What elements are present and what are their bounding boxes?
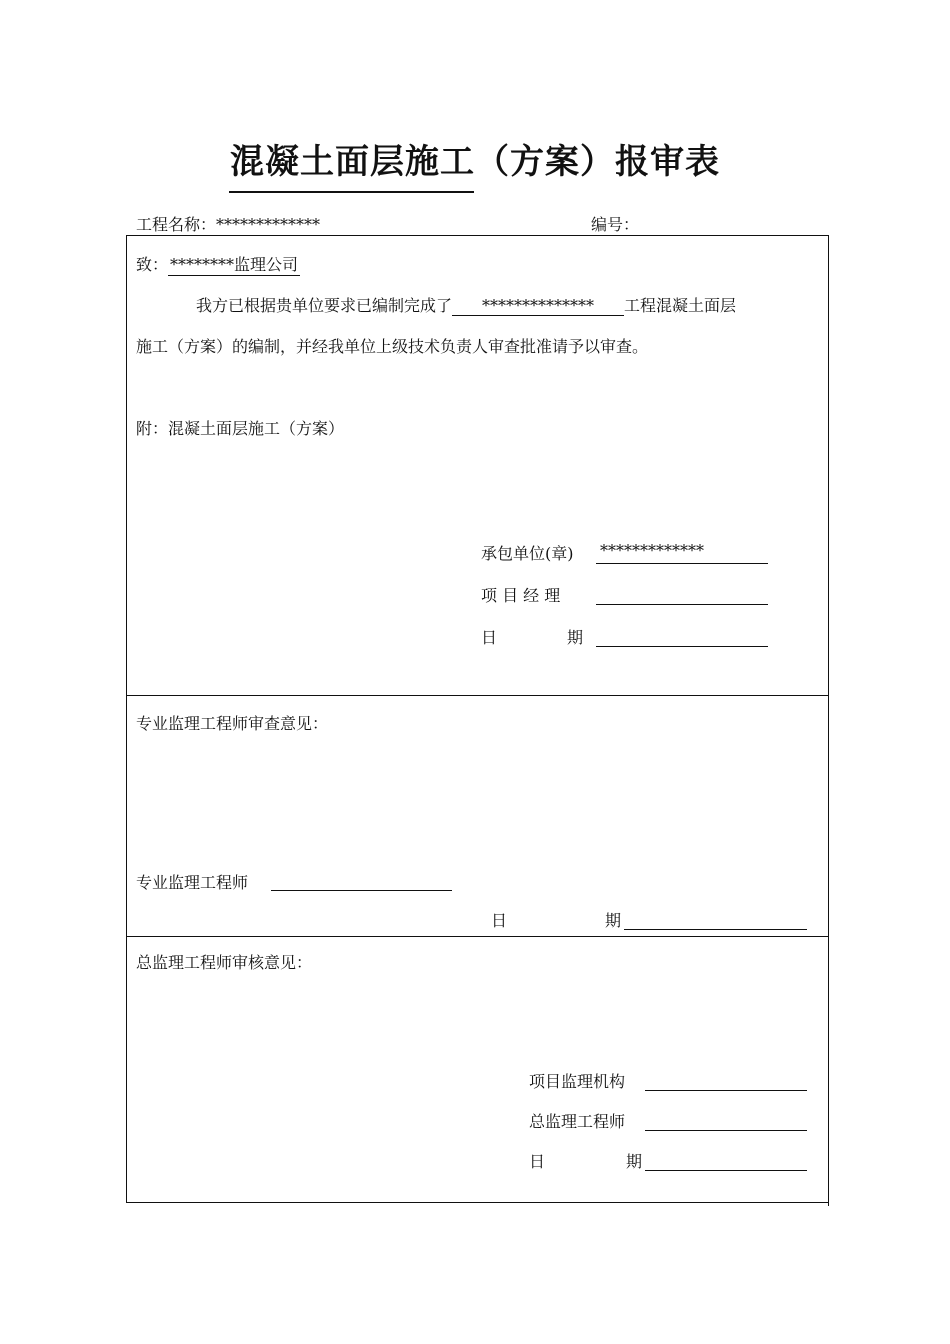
specialist-review-heading: 专业监理工程师审查意见： — [136, 714, 329, 733]
paragraph-text-a: 我方已根据贵单位要求已编制完成了 — [196, 296, 453, 315]
chief-date-label-right: 期 — [626, 1152, 643, 1171]
contractor-value: ************* — [600, 541, 704, 560]
table-corner-mark — [828, 1198, 829, 1206]
supervision-org-signature-line — [645, 1090, 807, 1091]
addressee-value: ********监理公司 — [168, 252, 300, 276]
chief-review-heading: 总监理工程师审核意见： — [136, 953, 313, 972]
specialist-date-label-left: 日 — [491, 911, 508, 930]
paragraph-text-b: 工程混凝土面层 — [624, 296, 737, 315]
submission-paragraph-line2: 施工（方案）的编制，并经我单位上级技术负责人审查批准请予以审查。 — [136, 337, 649, 356]
page-title: 混凝土面层施工（方案）报审表 — [230, 142, 720, 182]
project-name-value: ************* — [216, 215, 321, 234]
supervision-org-label: 项目监理机构 — [529, 1072, 626, 1091]
specialist-date-line — [624, 929, 807, 930]
chief-date-line — [645, 1170, 807, 1171]
attachment-note: 附：混凝土面层施工（方案） — [136, 419, 345, 438]
contractor-signature-line — [596, 563, 768, 564]
title-underline — [229, 191, 474, 193]
project-manager-label: 项 目 经 理 — [481, 586, 561, 605]
chief-date-label-left: 日 — [529, 1152, 546, 1171]
project-manager-signature-line — [596, 604, 768, 605]
specialist-engineer-signature-line — [271, 890, 452, 891]
section-divider-1 — [126, 695, 829, 696]
contractor-date-label-right: 期 — [567, 628, 584, 647]
section-divider-2 — [126, 936, 829, 937]
specialist-engineer-label: 专业监理工程师 — [136, 873, 249, 892]
addressee-row — [136, 252, 300, 276]
project-name-label: 工程名称： — [136, 215, 217, 234]
chief-engineer-signature-line — [645, 1130, 807, 1131]
addressee-prefix: 致： — [136, 255, 169, 274]
submission-paragraph-line1 — [196, 293, 736, 316]
form-number-label: 编号： — [591, 215, 640, 234]
project-name-row — [136, 212, 320, 235]
contractor-date-line — [596, 646, 768, 647]
chief-engineer-label: 总监理工程师 — [529, 1112, 626, 1131]
project-name-blank: ************** — [452, 296, 624, 316]
contractor-date-label-left: 日 — [481, 628, 498, 647]
specialist-date-label-right: 期 — [605, 911, 622, 930]
contractor-label: 承包单位(章) — [481, 544, 574, 563]
